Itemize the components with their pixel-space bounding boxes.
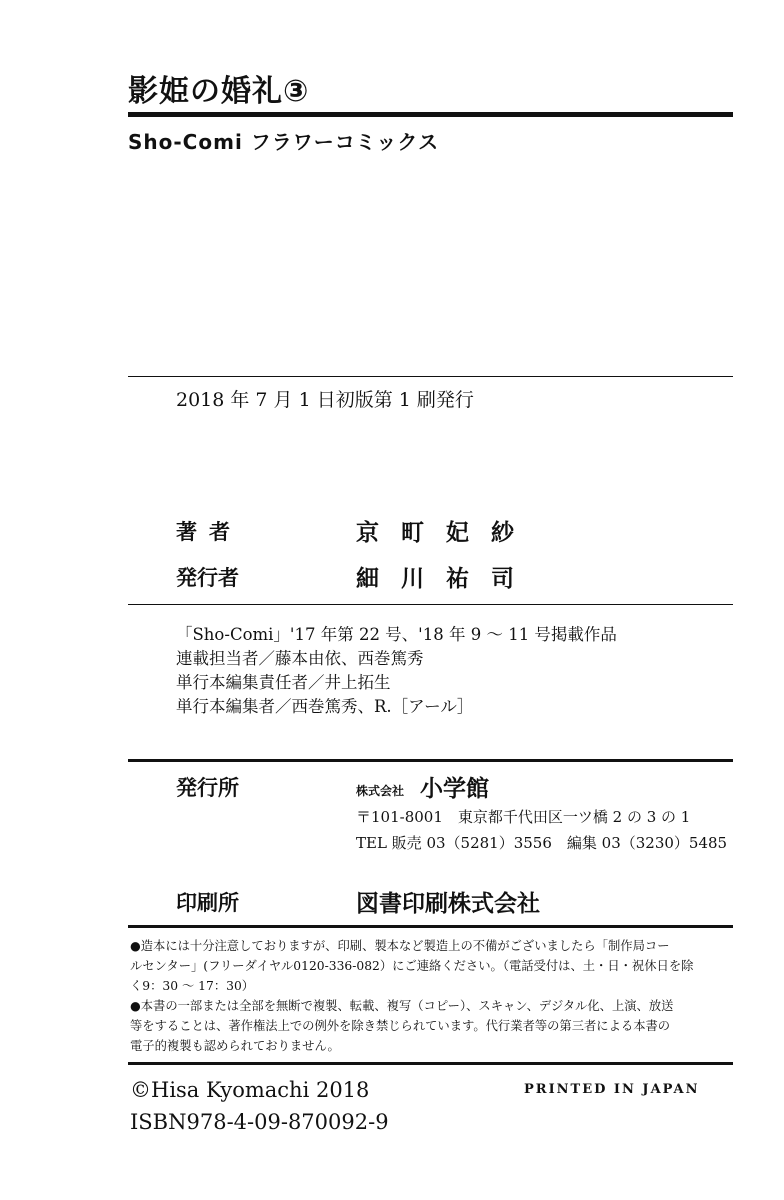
divider-2 bbox=[128, 604, 733, 605]
divider-5 bbox=[128, 1062, 733, 1065]
isbn-text: ISBN978-4-09-870092-9 bbox=[130, 1110, 389, 1134]
publisher-person-label: 発行者 bbox=[176, 566, 239, 590]
copyright-text: ©Hisa Kyomachi 2018 bbox=[130, 1078, 370, 1102]
credit-line: 「Sho-Comi」'17 年第 22 号、'18 年 9 ～ 11 号掲載作品 bbox=[176, 625, 617, 644]
title-rule bbox=[128, 112, 733, 117]
publisher-person-name: 細川祐司 bbox=[356, 566, 536, 592]
printed-in-label: PRINTED IN JAPAN bbox=[524, 1082, 700, 1097]
divider-4 bbox=[128, 925, 733, 928]
author-label: 著者 bbox=[176, 520, 242, 544]
divider-1 bbox=[128, 376, 733, 377]
credit-line: 連載担当者／藤本由依、西巻篤秀 bbox=[176, 649, 424, 668]
publisher-tel: TEL 販売 03（5281）3556 編集 03（3230）5485 bbox=[356, 834, 728, 852]
company-name: 小学館 bbox=[420, 776, 489, 802]
notice-line: ルセンター」(フリーダイヤル0120-336-082）にご連絡ください。（電話受付は、土・日・祝休日を除 bbox=[130, 959, 694, 973]
book-title: 影姫の婚礼③ bbox=[128, 74, 310, 109]
printer-name: 図書印刷株式会社 bbox=[356, 891, 540, 917]
credit-line: 単行本編集者／西巻篤秀、R.［アール］ bbox=[176, 697, 474, 716]
edition-line: 2018 年 7 月 1 日初版第 1 刷発行 bbox=[176, 389, 474, 411]
notice-line: く9：30 ～ 17：30） bbox=[130, 979, 255, 993]
series-label: Sho-Comi フラワーコミックス bbox=[128, 130, 440, 154]
notice-line: 等をすることは、著作権法上での例外を除き禁じられています。代行業者等の第三者による本書の bbox=[130, 1019, 671, 1033]
credit-line: 単行本編集責任者／井上拓生 bbox=[176, 673, 391, 692]
notice-line: 電子的複製も認められておりません。 bbox=[130, 1039, 340, 1053]
author-name: 京町妃紗 bbox=[356, 520, 536, 546]
publisher-address: 〒101-8001 東京都千代田区一ツ橋 2 の 3 の 1 bbox=[356, 808, 691, 826]
printer-label: 印刷所 bbox=[176, 891, 239, 915]
company-prefix: 株式会社 bbox=[356, 784, 405, 798]
publisher-label: 発行所 bbox=[176, 776, 239, 800]
divider-3 bbox=[128, 759, 733, 762]
notice-line: ●本書の一部または全部を無断で複製、転載、複写（コピー）、スキャン、デジタル化、上演、放送 bbox=[130, 999, 674, 1013]
notice-line: ●造本には十分注意しておりますが、印刷、製本など製造上の不備がございましたら「制作局コー bbox=[130, 939, 670, 953]
